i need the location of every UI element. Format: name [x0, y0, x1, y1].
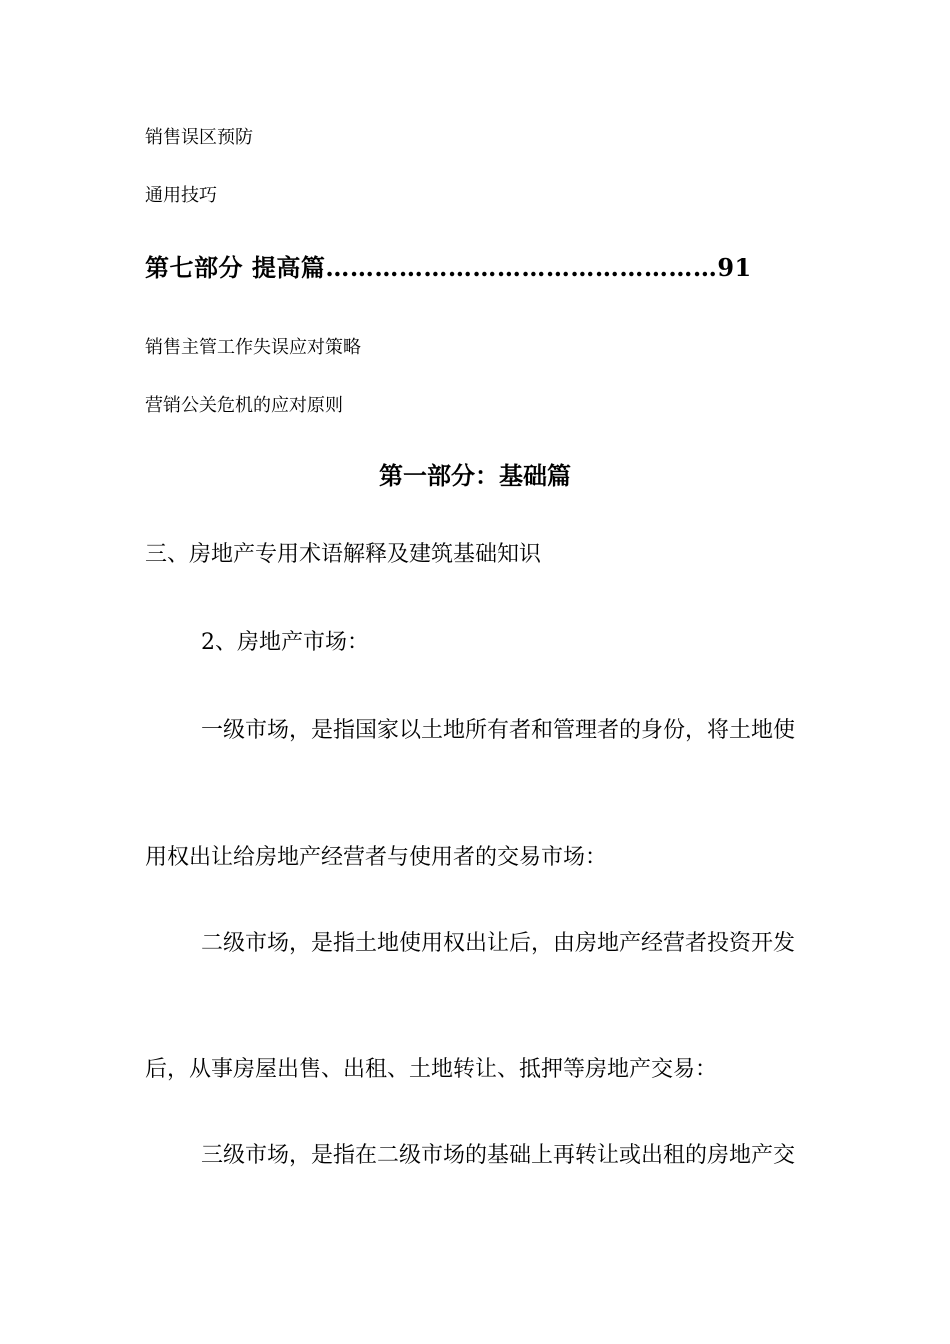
paragraph-secondary-market-line1: 二级市场，是指土地使用权出让后，由房地产经营者投资开发: [201, 931, 796, 956]
paragraph-secondary-market-line2: 后，从事房屋出售、出租、土地转让、抵押等房地产交易：: [145, 1057, 718, 1082]
section-title: 第一部分：基础篇: [379, 461, 571, 490]
toc-item-general-skills: 通用技巧: [145, 185, 217, 206]
toc-item-sales-mistakes: 销售误区预防: [145, 127, 253, 148]
toc-item-manager-strategy: 销售主管工作失误应对策略: [145, 337, 361, 358]
toc-item-pr-crisis: 营销公关危机的应对原则: [145, 395, 343, 416]
paragraph-primary-market-line1: 一级市场，是指国家以土地所有者和管理者的身份，将土地使: [201, 718, 796, 743]
section-subtitle: 三、房地产专用术语解释及建筑基础知识: [145, 542, 542, 567]
list-item-real-estate-market: 2、房地产市场：: [201, 630, 369, 655]
paragraph-primary-market-line2: 用权出让给房地产经营者与使用者的交易市场：: [145, 845, 608, 870]
paragraph-tertiary-market-line1: 三级市场，是指在二级市场的基础上再转让或出租的房地产交: [201, 1143, 796, 1168]
toc-part-seven: 第七部分 提高篇…………………………………………91: [145, 253, 752, 282]
